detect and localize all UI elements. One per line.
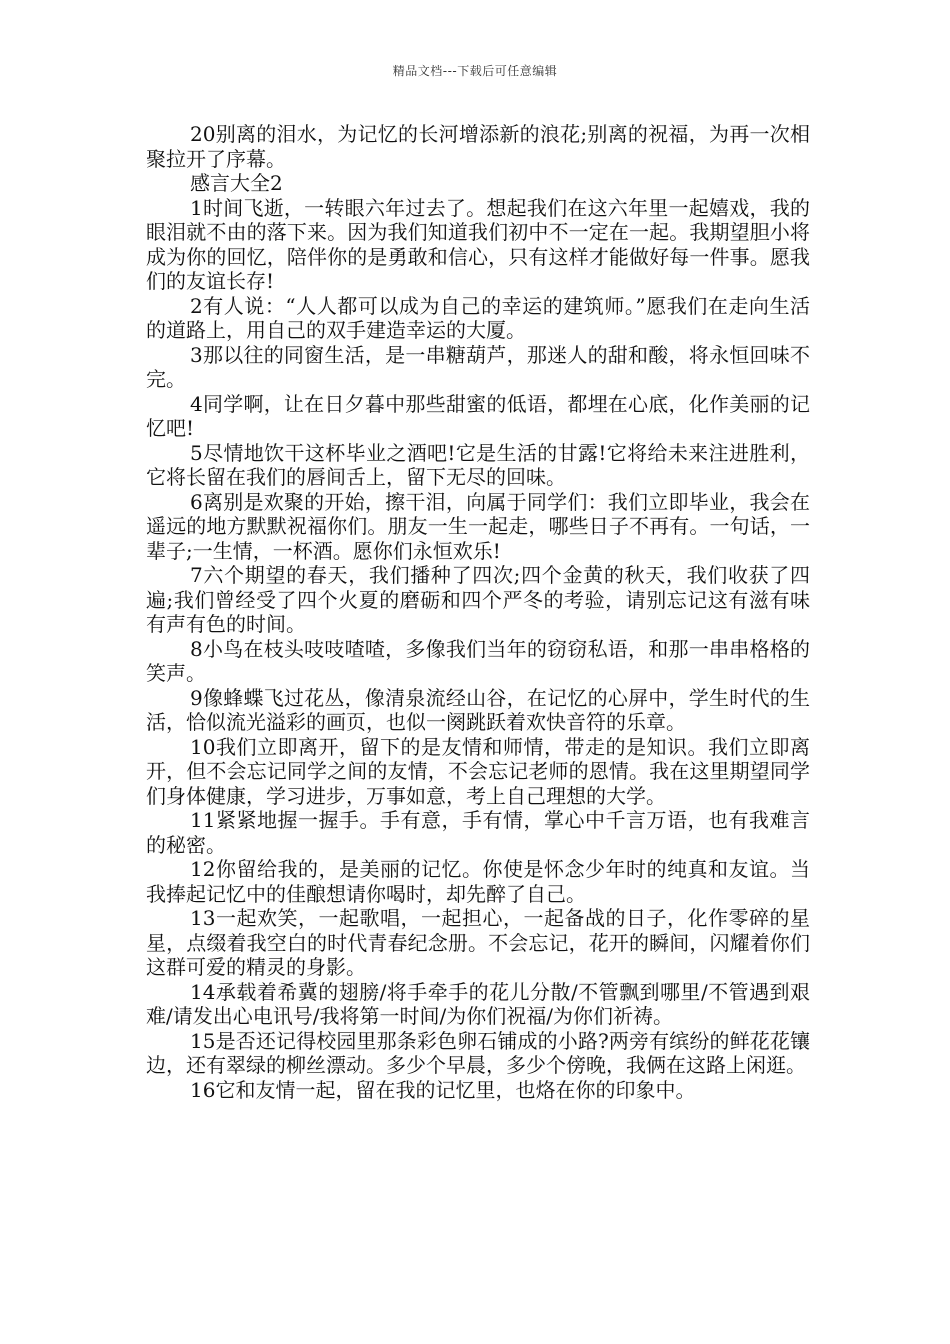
- paragraph: 3那以往的同窗生活，是一串糖葫芦，那迷人的甜和酸，将永恒回味不完。: [146, 342, 810, 391]
- paragraph: 8小鸟在枝头吱吱喳喳，多像我们当年的窃窃私语，和那一串串格格的笑声。: [146, 636, 810, 685]
- paragraph: 6离别是欢聚的开始，擦干泪，向属于同学们：我们立即毕业，我会在遥远的地方默默祝福你们。朋友一生一起走，哪些日子不再有。一句话，一辈子;一生情，一杯酒。愿你们永恒欢乐!: [146, 489, 810, 563]
- paragraph: 11紧紧地握一握手。手有意，手有情，掌心中千言万语，也有我难言的秘密。: [146, 808, 810, 857]
- paragraph: 15是否还记得校园里那条彩色卵石铺成的小路?两旁有缤纷的鲜花花镶边，还有翠绿的柳丝漂动。多少个早晨，多少个傍晚，我俩在这路上闲逛。: [146, 1028, 810, 1077]
- paragraph: 10我们立即离开，留下的是友情和师情，带走的是知识。我们立即离开，但不会忘记同学之间的友情，不会忘记老师的恩情。我在这里期望同学们身体健康，学习进步，万事如意，考上自己理想的大学。: [146, 734, 810, 808]
- paragraph: 7六个期望的春天，我们播种了四次;四个金黄的秋天，我们收获了四遍;我们曾经受了四个火夏的磨砺和四个严冬的考验，请别忘记这有滋有味有声有色的时间。: [146, 563, 810, 636]
- page-header: 精品文档---下载后可任意编辑: [392, 64, 558, 78]
- paragraph: 9像蜂蝶飞过花丛，像清泉流经山谷，在记忆的心屏中，学生时代的生活，恰似流光溢彩的画页，也似一阕跳跃着欢快音符的乐章。: [146, 685, 810, 734]
- document-body: [146, 122, 810, 1102]
- paragraph: 12你留给我的，是美丽的记忆。你使是怀念少年时的纯真和友谊。当我捧起记忆中的佳酿想请你喝时，却先醉了自己。: [146, 857, 810, 906]
- paragraph: 13一起欢笑，一起歌唱，一起担心，一起备战的日子，化作零碎的星星，点缀着我空白的时代青春纪念册。不会忘记，花开的瞬间，闪耀着你们这群可爱的精灵的身影。: [146, 906, 810, 979]
- paragraph: 5尽情地饮干这杯毕业之酒吧!它是生活的甘露!它将给未来注进胜利，它将长留在我们的唇间舌上，留下无尽的回味。: [146, 440, 810, 489]
- paragraph: 16它和友情一起，留在我的记忆里，也烙在你的印象中。: [190, 1077, 696, 1102]
- section-heading: 感言大全2: [190, 171, 283, 195]
- paragraph: 2有人说：“人人都可以成为自己的幸运的建筑师。”愿我们在走向生活的道路上，用自己的双手建造幸运的大厦。: [146, 293, 810, 342]
- paragraph: 1时间飞逝，一转眼六年过去了。想起我们在这六年里一起嬉戏，我的眼泪就不由的落下来。因为我们知道我们初中不一定在一起。我期望胆小将成为你的回忆，陪伴你的是勇敢和信心，只有这样才能做好每一件事。愿我们的友谊长存!: [146, 195, 810, 293]
- paragraph: 14承载着希冀的翅膀/将手牵手的花儿分散/不管飘到哪里/不管遇到艰难/请发出心电讯号/我将第一时间/为你们祝福/为你们祈祷。: [146, 979, 810, 1028]
- paragraph: 4同学啊，让在日夕暮中那些甜蜜的低语，都埋在心底，化作美丽的记忆吧!: [146, 391, 810, 440]
- paragraph: 20别离的泪水，为记忆的长河增添新的浪花;别离的祝福，为再一次相聚拉开了序幕。: [146, 122, 810, 171]
